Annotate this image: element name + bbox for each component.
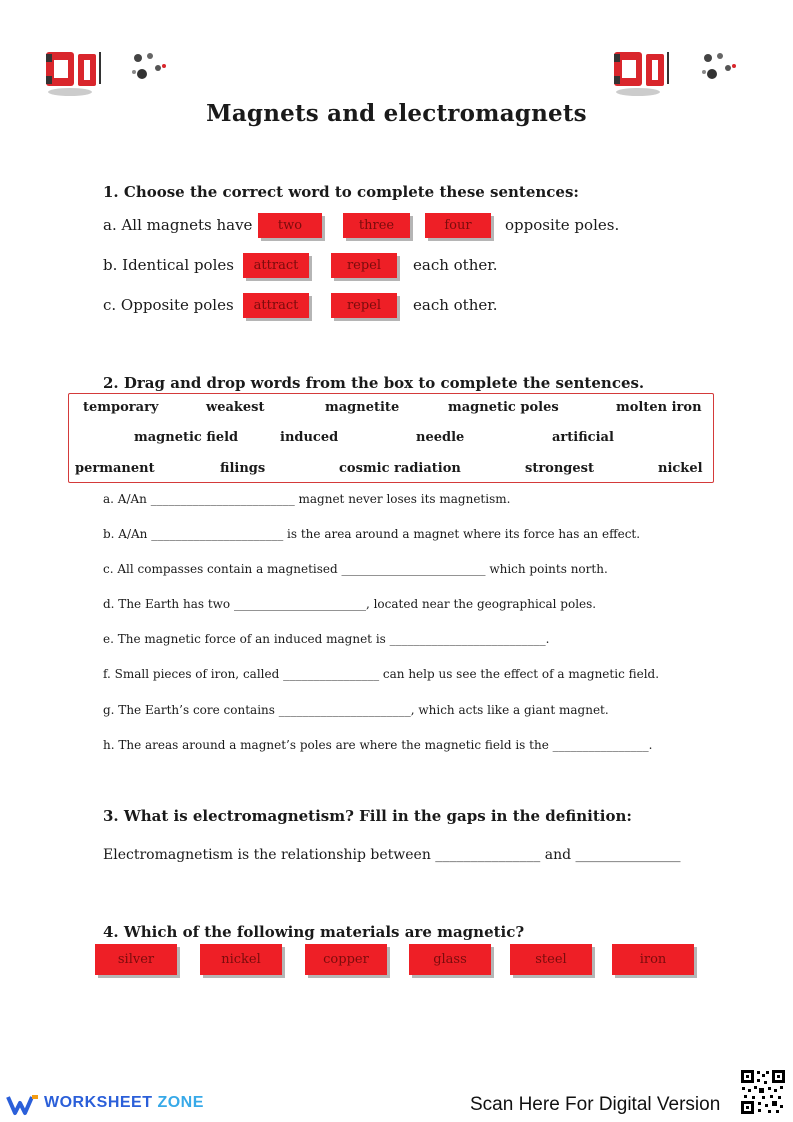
magnet-logo-icon — [608, 44, 678, 104]
option-chip[interactable]: repel — [331, 293, 397, 318]
word-chip[interactable]: magnetite — [325, 400, 400, 415]
material-chip[interactable]: nickel — [200, 944, 282, 975]
word-bank — [68, 393, 714, 483]
word-chip[interactable]: cosmic radiation — [339, 461, 461, 476]
fill-sentence-a[interactable]: a. A/An ________________________ magnet never loses its magnetism. — [103, 492, 511, 506]
brand-name[interactable] — [44, 1094, 204, 1112]
option-chip[interactable]: four — [425, 213, 491, 238]
word-chip[interactable]: filings — [220, 461, 266, 476]
material-chip[interactable]: glass — [409, 944, 491, 975]
particles-icon — [128, 50, 173, 90]
word-chip[interactable]: weakest — [206, 400, 265, 415]
sentence-b-prefix: b. Identical poles — [103, 256, 234, 274]
sentence-a-suffix: opposite poles. — [505, 216, 620, 234]
brand-part1: WORKSHEET — [44, 1094, 153, 1111]
worksheetzone-logo-icon — [6, 1094, 40, 1116]
fill-sentence-d[interactable]: d. The Earth has two ______________________, located near the geographical poles. — [103, 597, 597, 611]
sentence-a-prefix: a. All magnets have — [103, 216, 253, 234]
fill-sentence-b[interactable]: b. A/An ______________________ is the area around a magnet where its force has an effect. — [103, 527, 641, 541]
fill-sentence-g[interactable]: g. The Earth’s core contains ______________________, which acts like a giant magnet. — [103, 703, 609, 717]
material-chip[interactable]: iron — [612, 944, 694, 975]
word-chip[interactable]: magnetic poles — [448, 400, 559, 415]
word-chip[interactable]: temporary — [83, 400, 159, 415]
material-chip[interactable]: silver — [95, 944, 177, 975]
word-chip[interactable]: artificial — [552, 430, 614, 445]
word-chip[interactable]: strongest — [525, 461, 594, 476]
fill-sentence-f[interactable]: f. Small pieces of iron, called ________________ can help us see the effect of a magnetic field. — [103, 667, 660, 681]
section4-heading: 4. Which of the following materials are magnetic? — [103, 923, 525, 941]
section2-heading: 2. Drag and drop words from the box to complete the sentences. — [103, 374, 645, 392]
word-chip[interactable]: nickel — [658, 461, 703, 476]
word-chip[interactable]: needle — [416, 430, 465, 445]
word-chip[interactable]: molten iron — [616, 400, 702, 415]
brand-part2: ZONE — [157, 1094, 204, 1111]
material-chip[interactable]: steel — [510, 944, 592, 975]
sentence-b-suffix: each other. — [413, 256, 498, 274]
option-chip[interactable]: two — [258, 213, 322, 238]
option-chip[interactable]: attract — [243, 253, 309, 278]
page-title: Magnets and electromagnets — [206, 100, 587, 127]
definition-sentence[interactable]: Electromagnetism is the relationship between _______________ and _______________ — [103, 847, 681, 863]
section1-heading: 1. Choose the correct word to complete these sentences: — [103, 183, 579, 201]
fill-sentence-h[interactable]: h. The areas around a magnet’s poles are where the magnetic field is the ________________. — [103, 738, 653, 752]
qr-code-icon[interactable] — [740, 1069, 786, 1115]
option-chip[interactable]: three — [343, 213, 410, 238]
magnet-logo-icon — [40, 44, 110, 104]
word-chip[interactable]: permanent — [75, 461, 155, 476]
word-chip[interactable]: magnetic field — [134, 430, 239, 445]
material-chip[interactable]: copper — [305, 944, 387, 975]
section3-heading: 3. What is electromagnetism? Fill in the gaps in the definition: — [103, 807, 632, 825]
sentence-c-suffix: each other. — [413, 296, 498, 314]
word-chip[interactable]: induced — [280, 430, 339, 445]
fill-sentence-e[interactable]: e. The magnetic force of an induced magnet is __________________________. — [103, 632, 550, 646]
sentence-c-prefix: c. Opposite poles — [103, 296, 234, 314]
option-chip[interactable]: repel — [331, 253, 397, 278]
fill-sentence-c[interactable]: c. All compasses contain a magnetised ________________________ which points north. — [103, 562, 608, 576]
option-chip[interactable]: attract — [243, 293, 309, 318]
scan-text: Scan Here For Digital Version — [470, 1094, 721, 1115]
particles-icon — [698, 50, 743, 90]
